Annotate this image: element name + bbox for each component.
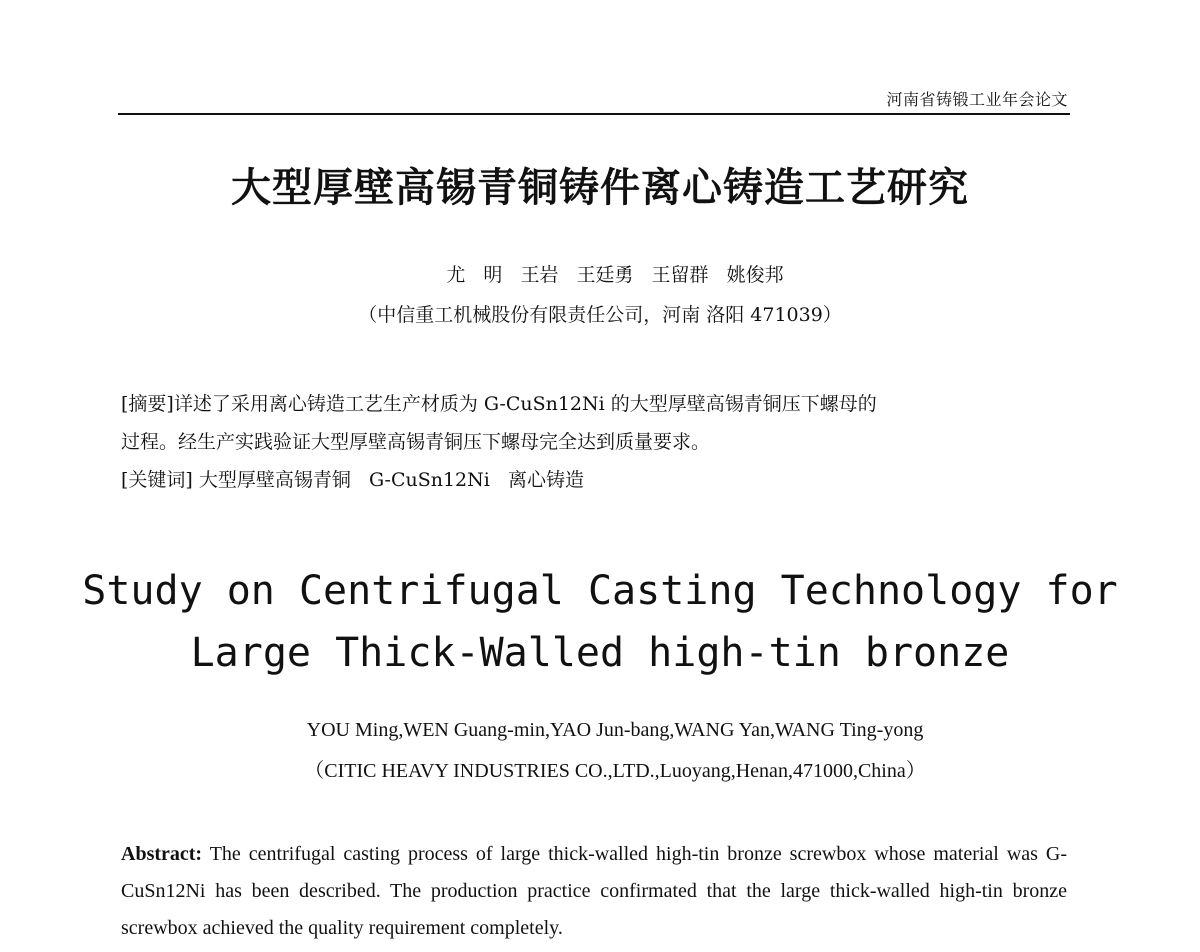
keywords-cn-text: 大型厚壁高锡青铜 G-CuSn12Ni 离心铸造 bbox=[198, 469, 584, 491]
keywords-cn-line bbox=[121, 461, 1081, 499]
authors-cn: 尤 明 王岩 王廷勇 王留群 姚俊邦 bbox=[446, 264, 784, 286]
header-rule bbox=[118, 113, 1070, 115]
abstract-cn-line2: 过程。经生产实践验证大型厚壁高锡青铜压下螺母完全达到质量要求。 bbox=[121, 431, 711, 453]
authors-en: YOU Ming,WEN Guang-min,YAO Jun-bang,WANG Yan,WANG Ting-yong bbox=[306, 719, 924, 741]
abstract-cn-label: [摘要] bbox=[121, 393, 174, 415]
paper-title-en-line1: Study on Centrifugal Casting Technology for bbox=[82, 568, 1118, 614]
keywords-cn-label: [关键词] bbox=[121, 469, 193, 491]
abstract-en-text: The centrifugal casting process of large thick-walled high-tin bronze screwbox whose material was G-CuSn12Ni has been described. The production practice confirmated that the large thick-walled high-tin bronze screwbox achieved the quality requirement completely. bbox=[121, 843, 1067, 939]
abstract-cn-line1 bbox=[121, 385, 1081, 423]
paper-title-cn: 大型厚壁高锡青铜铸件离心铸造工艺研究 bbox=[231, 165, 969, 211]
abstract-cn-text1: 详述了采用离心铸造工艺生产材质为 G-CuSn12Ni 的大型厚壁高锡青铜压下螺母的 bbox=[173, 393, 877, 415]
affiliation-en: （CITIC HEAVY INDUSTRIES CO.,LTD.,Luoyang,Henan,471000,China） bbox=[304, 760, 926, 782]
abstract-en-block bbox=[121, 836, 1067, 947]
abstract-en-label: Abstract: bbox=[121, 843, 203, 865]
paper-title-en bbox=[0, 560, 1200, 684]
affiliation-cn: （中信重工机械股份有限责任公司，河南 洛阳 471039） bbox=[358, 304, 842, 326]
running-header: 河南省铸锻工业年会论文 bbox=[886, 90, 1068, 109]
abstract-cn-block bbox=[121, 385, 1081, 499]
paper-title-en-line2: Large Thick-Walled high-tin bronze bbox=[190, 630, 1010, 676]
